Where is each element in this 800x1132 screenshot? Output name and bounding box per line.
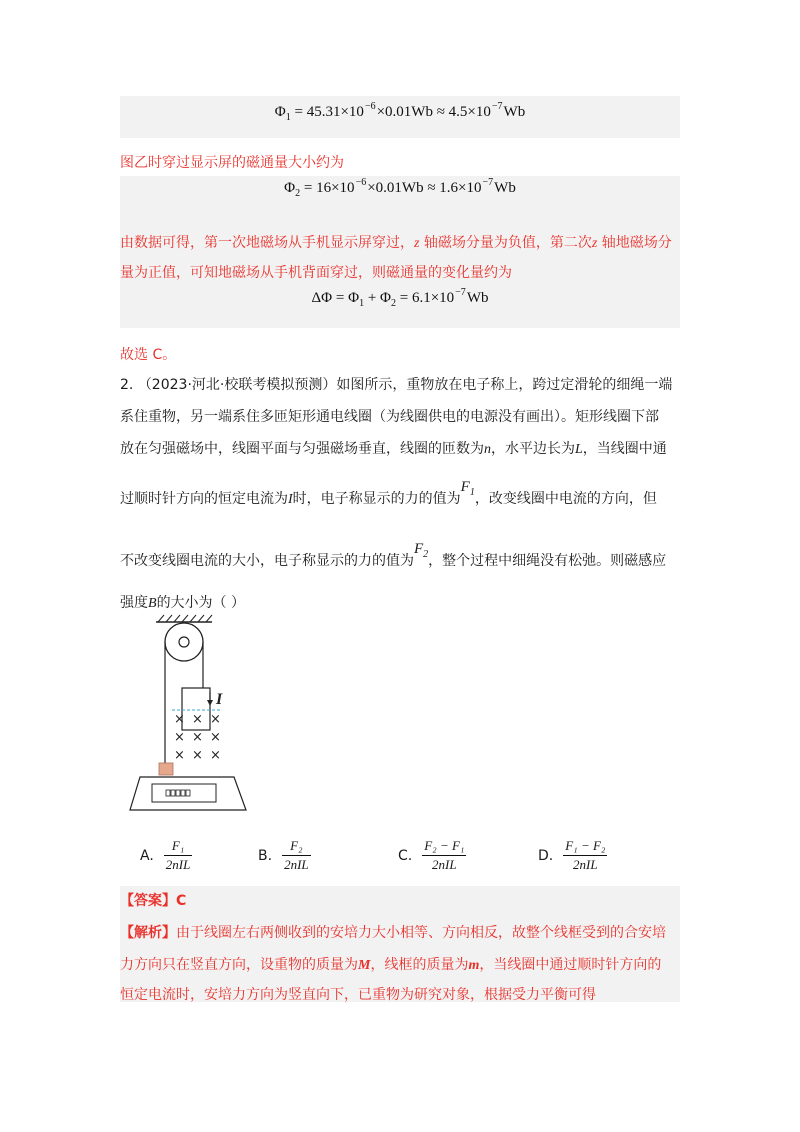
- explanation-line-3: 恒定电流时，安培力方向为竖直向下，已重物为研究对象，根据受力平衡可得: [120, 987, 596, 1003]
- current-arrow-head: [207, 700, 213, 706]
- option-c-fraction: $\frac{\text{F₂ − F₁}}{\text{2nIL}}$: [424, 838, 465, 872]
- q2-line-3: 放在匀强磁场中，线圈平面与匀强磁场垂直，线圈的匝数为n，水平边长为L，当线圈中通: [120, 441, 667, 457]
- formula-phi2: $\Phi_2 = 16\times 10^{-6}\times 0.01Wb \approx 1.6\times 10^{-7}Wb$: [284, 177, 516, 199]
- q2-line-5: 不改变线圈电流的大小，电子称显示的力的值为$F_2$，整个过程中细绳没有松弛。则磁感应: [120, 541, 667, 569]
- answer-line: 【答案】C: [120, 893, 187, 909]
- svg-text:×: ×: [174, 730, 185, 745]
- svg-text:×: ×: [210, 730, 221, 745]
- q2-line-1: 2. （2023·河北·校联考模拟预测）如图所示，重物放在电子称上，跨过定滑轮的细绳一端: [120, 377, 673, 393]
- svg-text:×: ×: [210, 748, 221, 763]
- explanation-line-2: 力方向只在竖直方向，设重物的质量为M，线框的质量为m，当线圈中通过顺时针方向的: [120, 957, 662, 973]
- option-b[interactable]: B. $\frac{\text{F₂}}{\text{2nIL}}$: [258, 838, 309, 872]
- svg-text:×: ×: [192, 748, 203, 763]
- analysis-line-1: 由数据可得，第一次地磁场从手机显示屏穿过，z 轴磁场分量为负值，第二次z 轴地磁场分: [120, 235, 672, 251]
- option-d-fraction: $\frac{\text{F₁ − F₂}}{\text{2nIL}}$: [565, 838, 606, 872]
- svg-text:×: ×: [192, 730, 203, 745]
- explanation-line-1: 【解析】由于线圈左右两侧收到的安培力大小相等、方向相反，故整个线框受到的合安培: [120, 925, 666, 941]
- svg-text:×: ×: [174, 748, 185, 763]
- option-a[interactable]: A. $\frac{\text{F₁}}{\text{2nIL}}$: [140, 838, 191, 872]
- formula-delta-phi: $\Delta\Phi = \Phi_1 + \Phi_2 = 6.1\times 10^{-7}Wb$: [311, 287, 489, 309]
- weight-block: [159, 763, 173, 775]
- physics-figure: [116, 612, 286, 822]
- ceiling-hatch: [158, 615, 212, 622]
- scale-display: [152, 784, 216, 802]
- q2-line-2: 系住重物，另一端系住多匝矩形通电线圈（为线圈供电的电源没有画出）。矩形线圈下部: [120, 409, 659, 425]
- option-b-fraction: $\frac{\text{F₂}}{\text{2nIL}}$: [284, 838, 309, 872]
- current-label: I: [216, 691, 223, 708]
- question-number: 2.: [120, 377, 134, 393]
- pulley-axle: [179, 637, 189, 647]
- choose-c-text: 故选 C。: [120, 347, 177, 363]
- option-d[interactable]: D. $\frac{\text{F₁ − F₂}}{\text{2nIL}}$: [538, 838, 606, 872]
- svg-text:×: ×: [192, 712, 203, 727]
- phi2-intro-text: 图乙时穿过显示屏的磁通量大小约为: [120, 155, 344, 171]
- option-a-fraction: $\frac{\text{F₁}}{\text{2nIL}}$: [165, 838, 191, 872]
- svg-text:×: ×: [174, 712, 185, 727]
- magnetic-field-crosses: [174, 712, 221, 763]
- q2-line-4: 过顺时针方向的恒定电流为I时，电子称显示的力的值为$F_1$，改变线圈中电流的方向，但: [120, 479, 657, 507]
- option-c[interactable]: C. $\frac{\text{F₂ − F₁}}{\text{2nIL}}$: [398, 838, 465, 872]
- formula-phi1: $\Phi_1 = 45.31\times 10^{-6}\times 0.01Wb \approx 4.5\times 10^{-7}Wb$: [274, 101, 526, 123]
- q2-line-6: 强度B的大小为（ ）: [120, 595, 246, 611]
- answer-value: C: [176, 893, 187, 909]
- svg-text:×: ×: [210, 712, 221, 727]
- analysis-line-2: 量为正值，可知地磁场从手机背面穿过，则磁通量的变化量约为: [120, 265, 512, 281]
